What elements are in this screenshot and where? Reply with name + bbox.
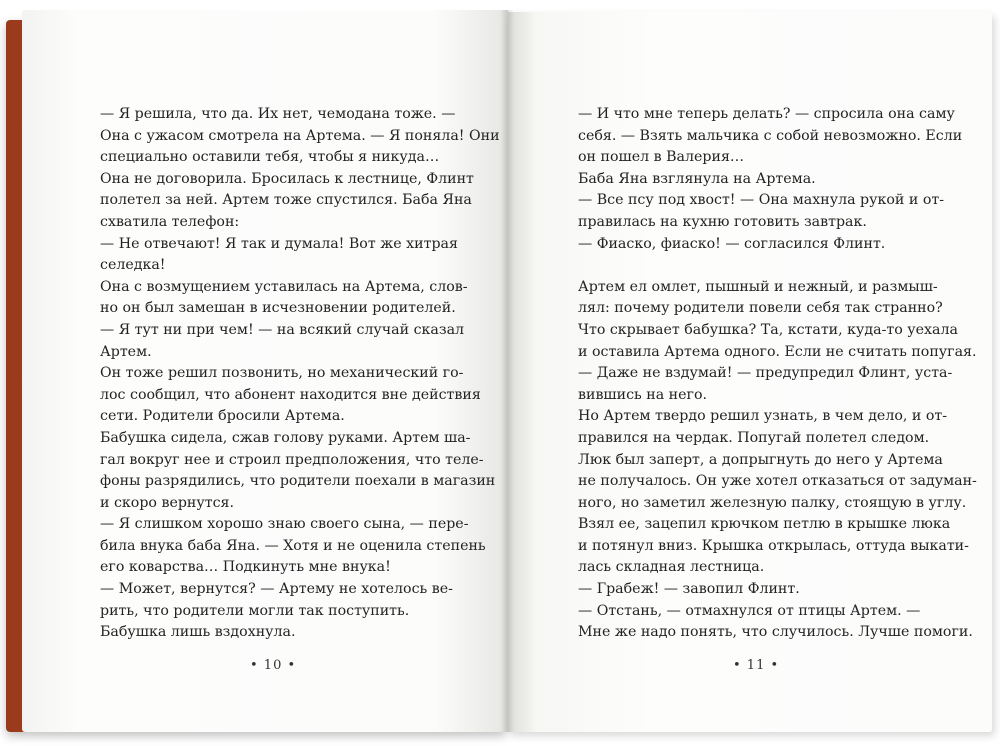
text-line: — Все псу под хвост! — Она махнула рукой и от-: [578, 192, 945, 209]
left-page-text: [100, 104, 500, 644]
text-line: била внука баба Яна. — Хотя и не оценила степень: [100, 537, 486, 554]
text-line: и скоро вернутся.: [100, 494, 234, 511]
text-line: Люк был заперт, а допрыгнуть до него у Артема: [578, 451, 943, 468]
text-line: он пошел в Валерия…: [578, 149, 745, 166]
text-line: Она с возмущением уставилась на Артема, слов-: [100, 278, 468, 295]
text-line: Мне же надо понять, что случилось. Лучше помоги.: [578, 624, 973, 641]
text-line: Она с ужасом смотрела на Артема. — Я поняла! Они: [100, 127, 500, 144]
section-break: [578, 255, 928, 277]
text-line: Артем.: [100, 343, 152, 360]
text-line: лял: почему родители повели себя так странно?: [578, 300, 943, 317]
text-line: — Даже не вздумай! — предупредил Флинт, уста-: [578, 365, 953, 382]
text-line: вившись на него.: [578, 386, 708, 403]
text-line: гал вокруг нее и строил предположения, что теле-: [100, 451, 484, 468]
text-line: — Не отвечают! Я так и думала! Вот же хитрая: [100, 235, 458, 252]
text-line: лос сообщил, что абонент находится вне действия: [100, 386, 481, 403]
text-line: селедка!: [100, 257, 166, 274]
text-line: Она не договорила. Бросилась к лестнице, Флинт: [100, 170, 474, 187]
text-line: не получалось. Он уже хотел отказаться от задуман-: [578, 473, 977, 490]
text-line: — Может, вернутся? — Артему не хотелось ве-: [100, 581, 453, 598]
right-page-number: • 11 •: [733, 658, 780, 673]
text-line: лась складная лестница.: [578, 559, 765, 576]
text-line: Взял ее, зацепил крючком петлю в крышке люка: [578, 516, 951, 533]
text-line: — Я решила, что да. Их нет, чемодана тоже. —: [100, 106, 456, 122]
text-line: Артем ел омлет, пышный и нежный, и размыш-: [578, 278, 938, 295]
book-gutter: [500, 10, 514, 732]
text-line: правилась на кухню готовить завтрак.: [578, 213, 867, 230]
text-line: — Я слишком хорошо знаю своего сына, — пере-: [100, 516, 469, 533]
text-line: полетел за ней. Артем тоже спустился. Баба Яна: [100, 192, 472, 209]
text-line: — Отстань, — отмахнулся от птицы Артем. —: [578, 602, 921, 619]
text-line: и потянул вниз. Крышка открылась, оттуда выкати-: [578, 537, 969, 554]
text-line: сети. Родители бросили Артема.: [100, 408, 345, 425]
text-line: Он тоже решил позвонить, но механический го-: [100, 365, 464, 382]
text-line: специально оставили тебя, чтобы я никуда…: [100, 149, 440, 166]
right-page-text: [578, 104, 977, 644]
text-line: Баба Яна взглянула на Артема.: [578, 170, 816, 187]
left-page-number: • 10 •: [250, 658, 297, 673]
text-line: но он был замешан в исчезновении родителей.: [100, 300, 456, 317]
text-line: — Фиаско, фиаско! — согласился Флинт.: [578, 235, 886, 252]
text-line: себя. — Взять мальчика с собой невозможно. Если: [578, 127, 963, 144]
text-line: фоны разрядились, что родители поехали в магазин: [100, 473, 496, 490]
text-line: — Грабеж! — завопил Флинт.: [578, 581, 800, 598]
text-line: ного, но заметил железную палку, стоящую в углу.: [578, 494, 967, 511]
text-line: — И что мне теперь делать? — спросила она саму: [578, 106, 955, 122]
text-line: Но Артем твердо решил узнать, в чем дело, и от-: [578, 408, 948, 425]
text-line: схватила телефон:: [100, 213, 240, 230]
text-line: рить, что родители могли так поступить.: [100, 602, 410, 619]
text-line: — Я тут ни при чем! — на всякий случай сказал: [100, 321, 465, 338]
text-line: Что скрывает бабушка? Та, кстати, куда-то уехала: [578, 321, 958, 338]
text-line: его коварства… Подкинуть мне внука!: [100, 559, 391, 576]
text-line: правился на чердак. Попугай полетел следом.: [578, 429, 930, 446]
text-line: Бабушка лишь вздохнула.: [100, 624, 296, 641]
text-line: Бабушка сидела, сжав голову руками. Артем ша-: [100, 429, 471, 446]
text-line: и оставила Артема одного. Если не считать попугая.: [578, 343, 977, 360]
